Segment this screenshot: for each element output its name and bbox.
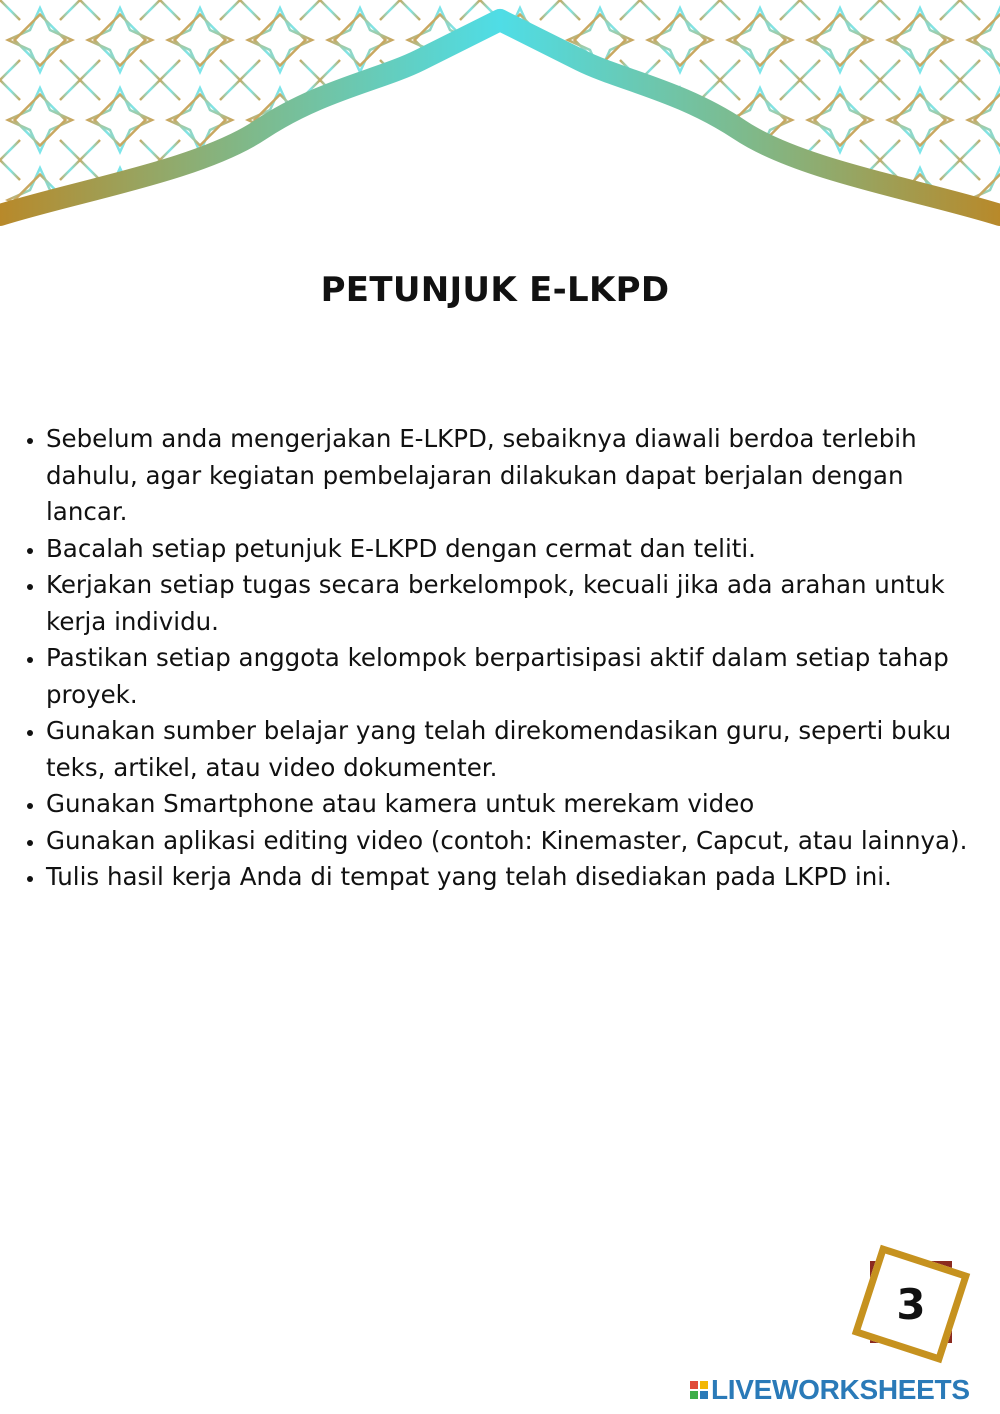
- page-number: 3: [896, 1279, 926, 1329]
- liveworksheets-logo[interactable]: [690, 1373, 970, 1407]
- brand-name: LIVEWORKSHEETS: [711, 1374, 970, 1405]
- instruction-item: • Kerjakan setiap tugas secara berkelompok, kecuali jika ada arahan untuk kerja individu.: [46, 567, 985, 640]
- instruction-item: • Gunakan aplikasi editing video (contoh: Kinemaster, Capcut, atau lainnya).: [46, 823, 985, 860]
- instruction-item: • Sebelum anda mengerjakan E-LKPD, sebaiknya diawali berdoa terlebih dahulu, agar kegiatan pembelajaran dilakukan dapat berjalan dengan lancar.: [46, 421, 985, 531]
- logo-square-blue: [700, 1391, 708, 1399]
- liveworksheets-icon: [690, 1381, 708, 1399]
- instruction-item: • Gunakan sumber belajar yang telah direkomendasikan guru, seperti buku teks, artikel, atau video dokumenter.: [46, 713, 985, 786]
- instruction-item: • Pastikan setiap anggota kelompok berpartisipasi aktif dalam setiap tahap proyek.: [46, 640, 985, 713]
- instruction-item: • Bacalah setiap petunjuk E-LKPD dengan cermat dan teliti.: [46, 531, 985, 568]
- logo-square-yellow: [700, 1381, 708, 1389]
- header-ornament: [0, 0, 1000, 250]
- instruction-item: • Gunakan Smartphone atau kamera untuk merekam video: [46, 786, 985, 823]
- page-number-badge: [850, 1245, 970, 1365]
- page-title: PETUNJUK E-LKPD: [320, 270, 670, 310]
- logo-square-green: [690, 1391, 698, 1399]
- logo-square-red: [690, 1381, 698, 1389]
- instruction-list: [0, 421, 985, 896]
- instruction-item: • Tulis hasil kerja Anda di tempat yang telah disediakan pada LKPD ini.: [46, 859, 985, 896]
